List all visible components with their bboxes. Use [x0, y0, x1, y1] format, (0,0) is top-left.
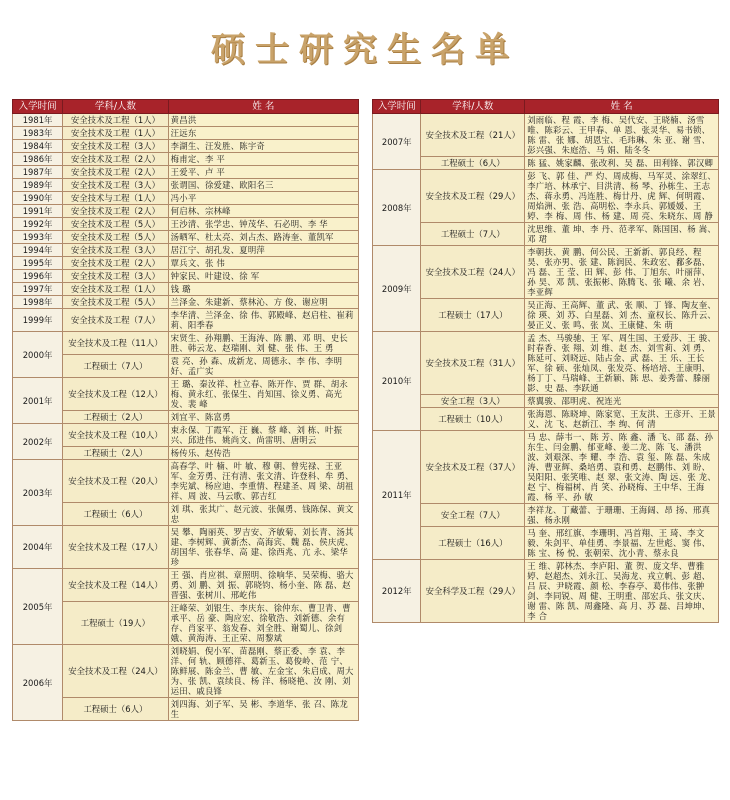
names-cell: 李湖生、汪发胜、陈宇奇 [168, 140, 358, 153]
subject-cell: 安全工程（3人） [421, 395, 525, 408]
table-row [13, 645, 359, 698]
year-cell: 1994年 [13, 244, 63, 257]
subject-cell: 安全技术及工程（1人） [63, 114, 169, 127]
names-cell: 钱 璐 [168, 283, 358, 296]
names-cell: 高春学、叶 楠、叶 敏、穆 朝、曾宪禄、王亚军、金芳勇、汪有清、张文清、许登科、牟 勇、李宪斌、杨应迪、李重情、程建圣、周 梁、胡祖祥、周 波、马云歌、郭吉红 [168, 460, 358, 503]
subject-cell: 工程硕士（17人） [421, 299, 525, 332]
table-row [13, 698, 359, 721]
table-row [373, 560, 719, 623]
year-cell: 2004年 [13, 526, 63, 569]
subject-cell: 安全技术及工程（2人） [63, 257, 169, 270]
subject-cell: 安全技术及工程（37人） [421, 431, 525, 504]
header-subject: 学科/人数 [63, 100, 169, 114]
table-row [13, 460, 359, 503]
names-cell: 马 奎、邢红旗、李珊明、冯首翔、王 琦、李文毅、朱剑平、单佳勇、李景福、左世彪、窦 伟、陈 宝、杨 悦、张朝荣、沈小青、蔡永良 [525, 527, 719, 560]
names-cell: 汪峰荣、刘银生、李庆东、徐仲东、曹卫青、曹承平、岳 豪、陶应宏、徐敬浩、刘新德、余有存、肖家平、翁发春、刘全胜、谢蜀儿、徐剑娥、黄海涛、王正荣、周黎斌 [168, 602, 358, 645]
year-cell: 2001年 [13, 378, 63, 424]
year-cell: 1996年 [13, 270, 63, 283]
subject-cell: 安全技术与工程（1人） [63, 192, 169, 205]
names-cell: 梅甫定、李 平 [168, 153, 358, 166]
table-row [13, 283, 359, 296]
year-cell: 2012年 [373, 560, 421, 623]
page-title: 硕士研究生名单 [211, 30, 519, 70]
names-cell: 钟家民、叶建设、徐 军 [168, 270, 358, 283]
names-cell: 宋贤生、孙翔鹏、王海涛、陈 鹏、邓 明、史长胜、韩云龙、赵瑞刚、刘 健、张 伟、王 勇 [168, 332, 358, 355]
names-cell: 黄昌洪 [168, 114, 358, 127]
table-row [13, 296, 359, 309]
names-cell: 刘宜平、陈富勇 [168, 411, 358, 424]
year-cell: 1984年 [13, 140, 63, 153]
names-cell: 王 维、郭林杰、李庐阳、董 贺、庞文华、曹雅婷、赵超杰、刘永江、吴海龙、戎立帆、彭 超、吕 辰、尹晓霞、颜 松、李春亭、葛伟伟、张翀剑、李同锐、周 健、王明重、邵宏兵、张文庆、谢 雷、陈 凯、周鑫隆、高 月、苏 磊、吕坤坤、李 合 [525, 560, 719, 623]
year-cell: 1991年 [13, 205, 63, 218]
year-cell: 1993年 [13, 231, 63, 244]
names-cell: 张海恩、陈晓坤、陈家宽、王友洪、王彦开、王景义、沈 飞、赵新江、李 绚、何 清 [525, 408, 719, 431]
roster-table-left [12, 99, 359, 721]
table-row [373, 527, 719, 560]
names-cell: 刘雨临、程 霞、李 梅、吴代安、王晓楠、汤雪唯、陈彩云、王甲春、单 恩、张灵华、易书锁、陈 雷、张 娜、胡恩宝、毛玮琳、朱 亚、谢 雪、彭兴强、朱庭浩、马 娟、陆冬冬 [525, 114, 719, 157]
subject-cell: 工程硕士（16人） [421, 527, 525, 560]
table-row [373, 408, 719, 431]
names-cell: 张谓国、徐爱建、欧阳名三 [168, 179, 358, 192]
table-row [13, 602, 359, 645]
year-cell: 2002年 [13, 424, 63, 460]
names-cell: 冯小平 [168, 192, 358, 205]
subject-cell: 安全技术及工程（3人） [63, 140, 169, 153]
header-year: 入学时间 [373, 100, 421, 114]
names-cell: 陈 猛、姚家麟、张改利、吴 磊、田利锋、郭汉卿 [525, 157, 719, 170]
subject-cell: 安全技术及工程（1人） [63, 283, 169, 296]
table-row [13, 153, 359, 166]
year-cell: 1998年 [13, 296, 63, 309]
subject-cell: 安全科学及工程（29人） [421, 560, 525, 623]
names-cell: 何启林、宗林峰 [168, 205, 358, 218]
table-row [373, 246, 719, 299]
header-names: 姓 名 [525, 100, 719, 114]
table-row [13, 378, 359, 411]
subject-cell: 安全工程（7人） [421, 504, 525, 527]
table-row [13, 355, 359, 378]
subject-cell: 工程硕士（6人） [63, 503, 169, 526]
subject-cell: 安全技术及工程（2人） [63, 205, 169, 218]
table-row [13, 218, 359, 231]
year-cell: 2005年 [13, 569, 63, 645]
year-cell: 2010年 [373, 332, 421, 431]
names-cell: 李朝扶、黄 鹏、何公民、王新新、郭良经、程 昊、张亦男、张 建、陈润民、朱政宏、鄱多磊、冯 磊、王 莹、田 辉、彭 伟、丁旭东、叶丽萍、孙 昊、邓 凯、张振彬、陈腾飞、张 曦、余 岩、李亚辉 [525, 246, 719, 299]
year-cell: 1999年 [13, 309, 63, 332]
year-cell: 1981年 [13, 114, 63, 127]
subject-cell: 工程硕士（7人） [63, 355, 169, 378]
names-cell: 刘四海、刘子军、吴 彬、李道华、张 召、陈龙生 [168, 698, 358, 721]
names-cell: 王 强、肖应祺、章照明、徐响华、吴荣梅、骆大勇、刘 鹏、刘 振、郭晓钧、杨小奎、陈 磊、赵晋强、张树川、邢屹伟 [168, 569, 358, 602]
table-row [373, 223, 719, 246]
names-cell: 吴 攀、陶丽英、罗吉安、齐敏菊、刘长青、汤其建、李树辉、黄新杰、高海宾、魏 磊、侯庆虎、胡国华、张春华、高 建、徐西兆、亢 永、梁华珍 [168, 526, 358, 569]
table-row [13, 309, 359, 332]
year-cell: 2000年 [13, 332, 63, 378]
subject-cell: 安全技术及工程（11人） [63, 332, 169, 355]
table-row [13, 179, 359, 192]
subject-cell: 安全技术及工程（10人） [63, 424, 169, 447]
names-cell: 兰泽金、朱建新、蔡林沁、方 俊、谢应明 [168, 296, 358, 309]
year-cell: 2011年 [373, 431, 421, 560]
table-row [13, 140, 359, 153]
year-cell: 1987年 [13, 166, 63, 179]
table-row [13, 205, 359, 218]
subject-cell: 工程硕士（7人） [421, 223, 525, 246]
names-cell: 束永保、丁霞军、汪 巍、蔡 峰、刘 栋、叶振兴、邱进伟、姚尚文、尚雷明、唐明云 [168, 424, 358, 447]
table-header-row [373, 100, 719, 114]
subject-cell: 安全技术及工程（7人） [63, 309, 169, 332]
subject-cell: 安全技术及工程（20人） [63, 460, 169, 503]
subject-cell: 安全技术及工程（29人） [421, 170, 525, 223]
subject-cell: 安全技术及工程（5人） [63, 218, 169, 231]
subject-cell: 安全技术及工程（12人） [63, 378, 169, 411]
names-cell: 沈思维、董 坤、李 丹、范孝军、陈国国、杨 嵩、邓 珺 [525, 223, 719, 246]
subject-cell: 工程硕士（19人） [63, 602, 169, 645]
subject-cell: 安全技术及工程（1人） [63, 127, 169, 140]
subject-cell: 工程硕士（10人） [421, 408, 525, 431]
year-cell: 2006年 [13, 645, 63, 721]
subject-cell: 安全技术及工程（3人） [63, 270, 169, 283]
subject-cell: 安全技术及工程（31人） [421, 332, 525, 395]
names-cell: 王沙清、张学忠、钟茂华、石必明、李 华 [168, 218, 358, 231]
names-cell: 王 璐、秦汝祥、杜立春、陈开作、贾 群、胡永梅、黄永红、张保生、肖知国、徐义勇、高光发、裴 峰 [168, 378, 358, 411]
table-row [13, 166, 359, 179]
right-panel [372, 99, 719, 623]
names-cell: 杨传乐、赵传浩 [168, 447, 358, 460]
names-cell: 彭 飞、郭 佳、严 灼、周成梅、马军灵、涂翠红、李广培、林承宁、目洪清、杨 琴、孙栋生、王志杰、蒋永勇、冯连胜、梅廿丹、虎 辉、何明霞、周焰洲、张 浩、高明松、李永兵、郭媛媛、王 婷、李 梅、周 伟、杨 建、周 亮、朱晓东、周 静 [525, 170, 719, 223]
subject-cell: 安全技术及工程（21人） [421, 114, 525, 157]
table-row [13, 503, 359, 526]
names-cell: 居江宁、胡孔发、夏明萍 [168, 244, 358, 257]
names-cell: 袁 亮、孙 森、成新龙、周德永、李 伟、李明好、孟广实 [168, 355, 358, 378]
names-cell: 汤晒军、杜太亮、刘占杰、路涛奎、董凯军 [168, 231, 358, 244]
year-cell: 1992年 [13, 218, 63, 231]
table-row [13, 257, 359, 270]
year-cell: 2003年 [13, 460, 63, 526]
subject-cell: 工程硕士（6人） [421, 157, 525, 170]
names-cell: 刘 琪、张其广、赵元波、张佩勇、钱陈保、黄文忠 [168, 503, 358, 526]
table-row [13, 332, 359, 355]
table-row [13, 447, 359, 460]
names-cell: 李祥龙、丁藏蕾、于珊珊、王海阔、昂 扬、邢真强、杨永刚 [525, 504, 719, 527]
table-row [373, 170, 719, 223]
names-cell: 马 忠、薛韦一、陈 芳、陈 鑫、潘 飞、邵 磊、孙东生、闫金鹏、郁亚峰、姜二龙、陈 飞、潘洪波、刘艰深、李 耀、李 浩、袁 玺、陈 磊、朱成涛、曹亚辉、桑培勇、袁和勇、赵鹏伟、刘 盼、吴阳阳、张笑唯、赵 翠、张文涛、陶 远、张 龙、赵 宁、梅福树、肖 笑、孙晓梅、王中华、王海霞、杨 平、孙 敏 [525, 431, 719, 504]
table-row [373, 157, 719, 170]
table-row [373, 332, 719, 395]
year-cell: 1990年 [13, 192, 63, 205]
subject-cell: 安全技术及工程（24人） [63, 645, 169, 698]
year-cell: 1983年 [13, 127, 63, 140]
subject-cell: 安全技术及工程（2人） [63, 166, 169, 179]
header-subject: 学科/人数 [421, 100, 525, 114]
subject-cell: 安全技术及工程（3人） [63, 179, 169, 192]
names-cell: 覃兵文、张 伟 [168, 257, 358, 270]
table-row [13, 270, 359, 283]
year-cell: 1995年 [13, 257, 63, 270]
left-panel [12, 99, 359, 721]
subject-cell: 安全技术及工程（5人） [63, 231, 169, 244]
table-row [13, 192, 359, 205]
subject-cell: 安全技术及工程（24人） [421, 246, 525, 299]
table-row [373, 431, 719, 504]
table-row [13, 244, 359, 257]
table-row [373, 114, 719, 157]
table-row [13, 526, 359, 569]
names-cell: 刘晓娟、倪小军、苗磊刚、蔡正委、李 袁、李 洋、何 轨、顾德祥、葛新玉、葛俊岭、范 宁、陈鲜展、陈金兰、曹 敏、左金宝、朱启成、周大为、张 凯、袁续良、杨 洋、杨晓艳、汝 刚、刘运田、戚良锋 [168, 645, 358, 698]
subject-cell: 安全技术及工程（14人） [63, 569, 169, 602]
names-cell: 汪远东 [168, 127, 358, 140]
table-row [13, 231, 359, 244]
table-row [13, 424, 359, 447]
year-cell: 1997年 [13, 283, 63, 296]
subject-cell: 安全技术及工程（3人） [63, 244, 169, 257]
names-cell: 李华清、兰泽金、徐 伟、郭殿峰、赵启柱、崔莉莉、阳季春 [168, 309, 358, 332]
subject-cell: 安全技术及工程（5人） [63, 296, 169, 309]
table-header-row [13, 100, 359, 114]
subject-cell: 工程硕士（6人） [63, 698, 169, 721]
table-row [373, 504, 719, 527]
year-cell: 1989年 [13, 179, 63, 192]
names-cell: 蔡翼骏、邵明虎、祝连光 [525, 395, 719, 408]
subject-cell: 工程硕士（2人） [63, 447, 169, 460]
year-cell: 1986年 [13, 153, 63, 166]
table-row [13, 411, 359, 424]
table-row [13, 114, 359, 127]
names-cell: 吴正海、王高辉、董 武、张 顺、丁 锋、陶友奎、徐 瑛、刘 苏、白星磊、刘 杰、童权长、陈升云、晏正义、张 鸣、张 岚、王康健、朱 萌 [525, 299, 719, 332]
table-row [373, 299, 719, 332]
header-year: 入学时间 [13, 100, 63, 114]
subject-cell: 工程硕士（2人） [63, 411, 169, 424]
year-cell: 2008年 [373, 170, 421, 246]
roster-table-right [372, 99, 719, 623]
table-row [13, 127, 359, 140]
year-cell: 2009年 [373, 246, 421, 332]
names-cell: 王爱平、卢 平 [168, 166, 358, 179]
table-row [13, 569, 359, 602]
table-row [373, 395, 719, 408]
header-names: 姓 名 [168, 100, 358, 114]
subject-cell: 安全技术及工程（17人） [63, 526, 169, 569]
subject-cell: 安全技术及工程（2人） [63, 153, 169, 166]
names-cell: 孟 杰、马骏驰、王 军、周生国、王爱莎、王 骏、时春香、张 翔、刘 维、赵 杰、刘雪莉、刘 勇、陈延可、刘晓远、陆占金、武 磊、王 乐、王长军、徐 硕、张灿凤、张发亮、杨培培、王康明、杨丁丁、马瑞峰、王新颖、陈 思、姜秀蕾、滕丽影、史 磊、李跃通 [525, 332, 719, 395]
year-cell: 2007年 [373, 114, 421, 170]
